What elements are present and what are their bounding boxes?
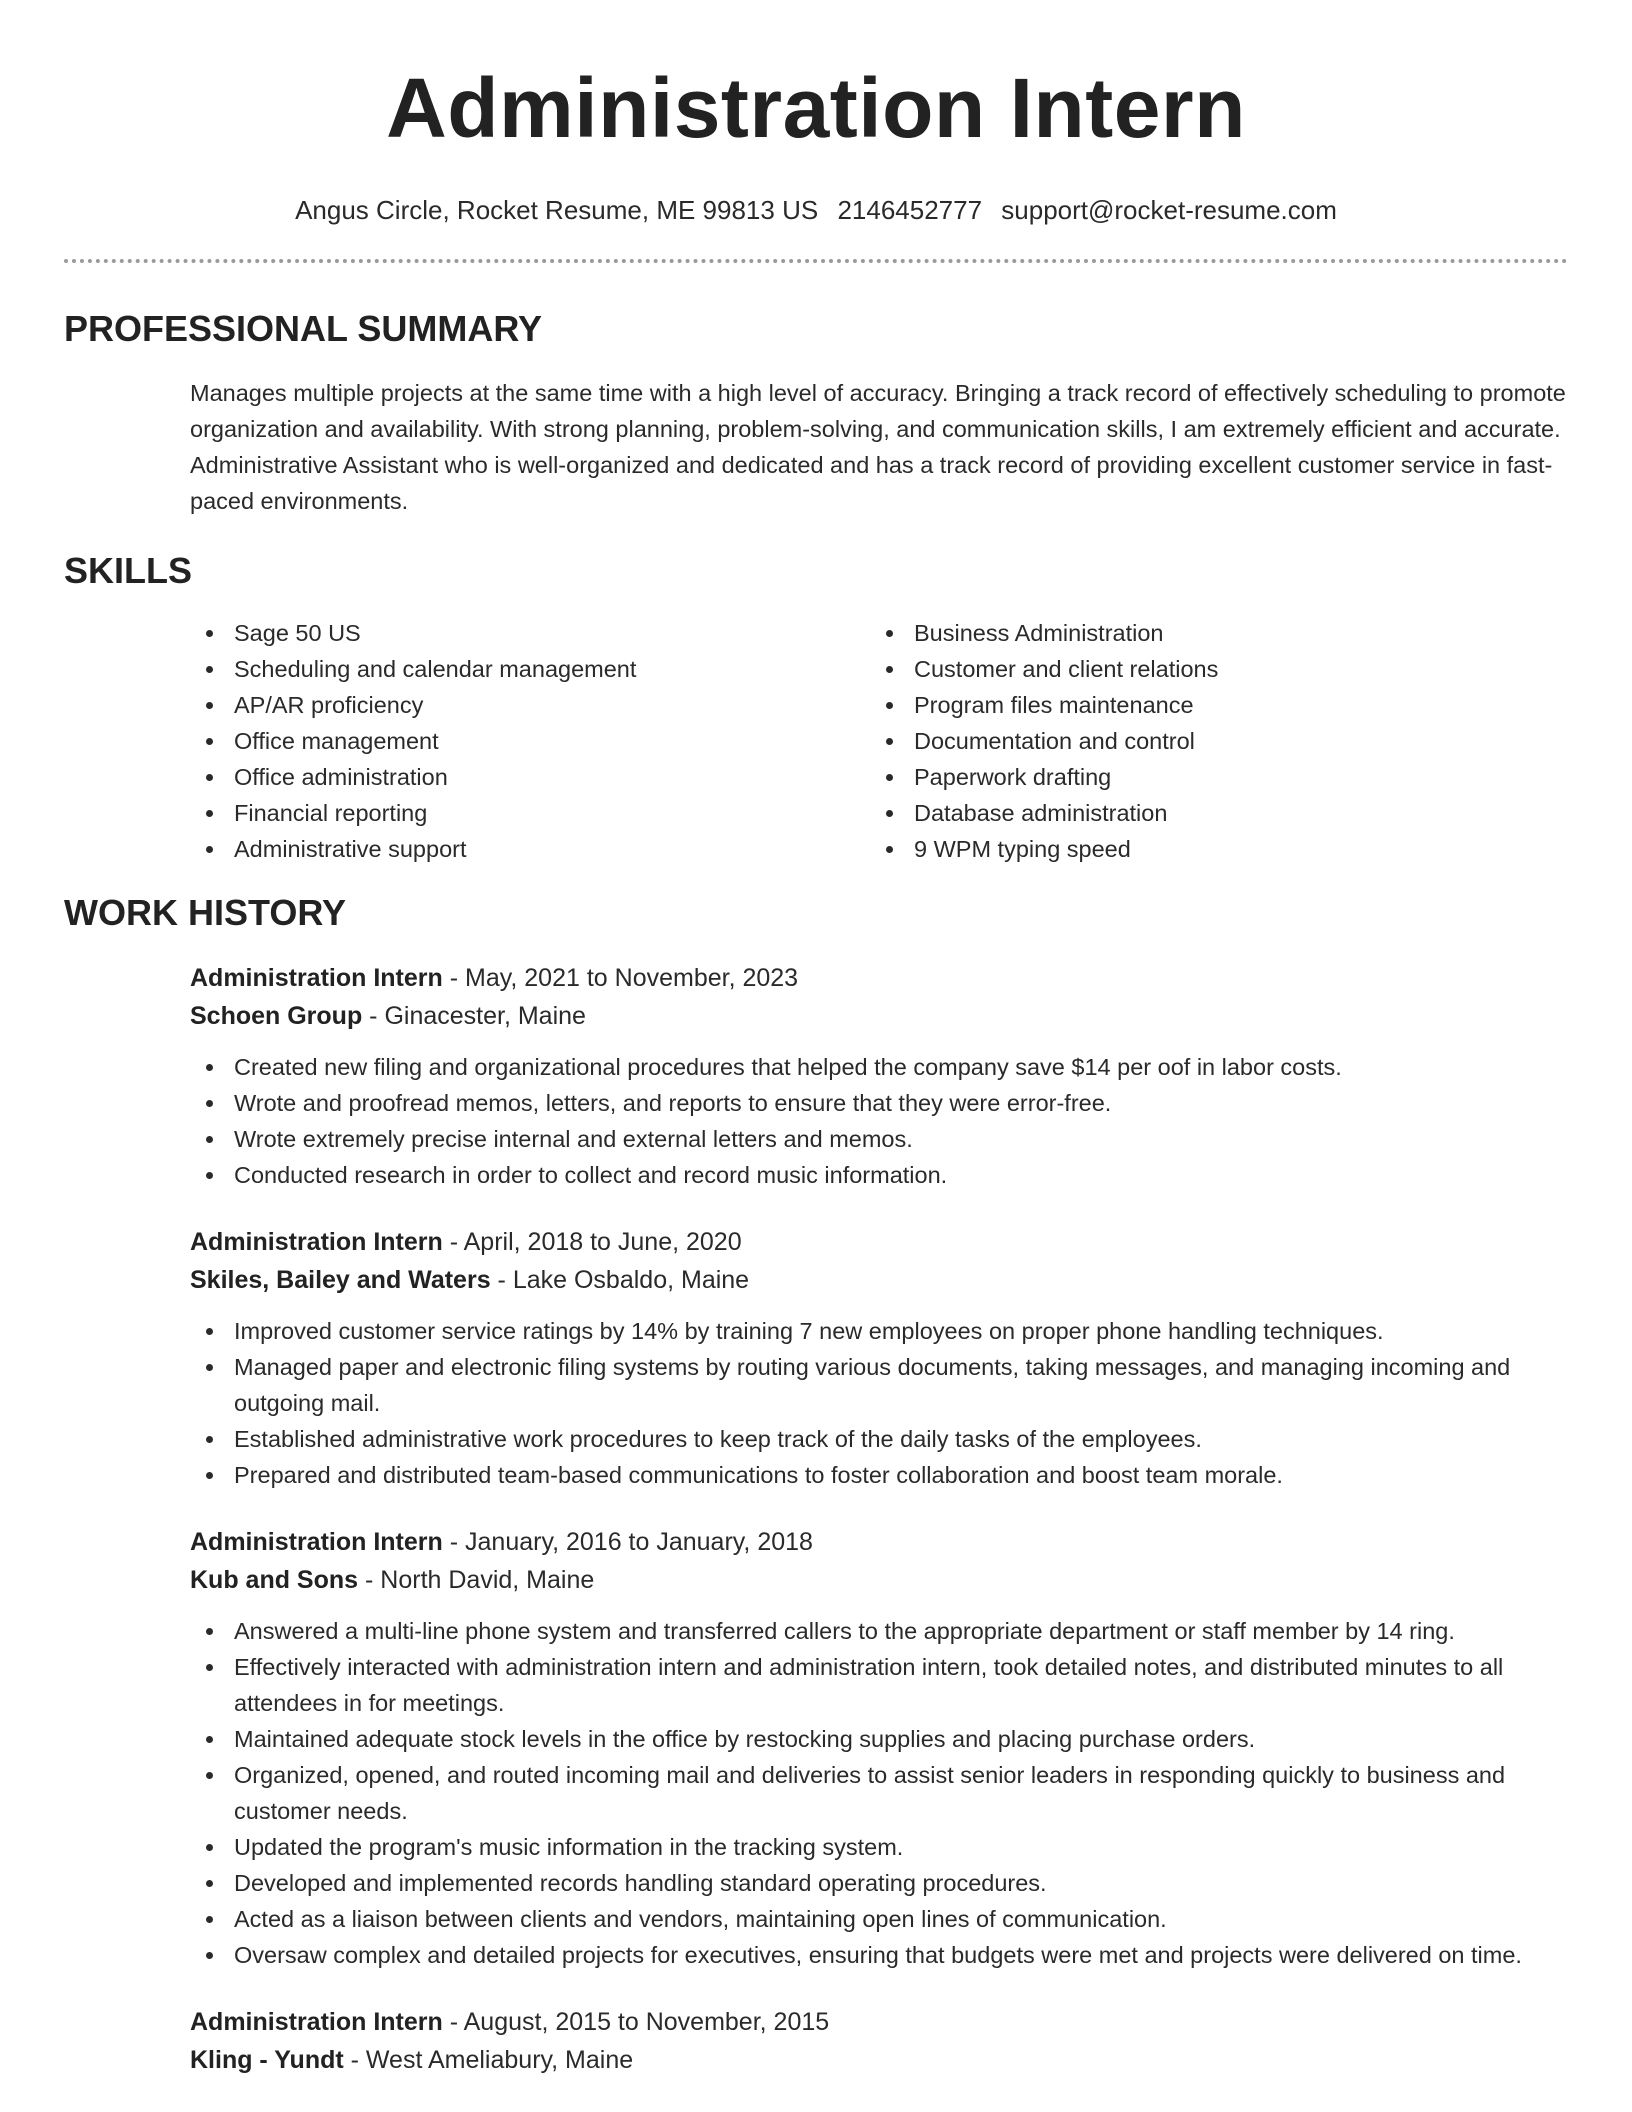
skill-item: Documentation and control xyxy=(870,723,1550,759)
job-role: Administration Intern xyxy=(190,1228,443,1256)
job-company-line xyxy=(190,997,1568,1035)
duty-item: Maintained adequate stock levels in the office by restocking supplies and placing purchase orders. xyxy=(190,1721,1568,1757)
job-company-line xyxy=(190,1561,1568,1599)
job-dates: - May, 2021 to November, 2023 xyxy=(442,964,799,992)
contact-phone: 2146452777 xyxy=(837,195,983,225)
job-location: - Ginacester, Maine xyxy=(362,1002,586,1030)
job-entry xyxy=(190,1223,1568,1493)
job-role: Administration Intern xyxy=(190,2008,443,2036)
header-divider xyxy=(64,259,1568,263)
duty-item: Developed and implemented records handling standard operating procedures. xyxy=(190,1865,1568,1901)
duty-item: Created new filing and organizational procedures that helped the company save $14 per oof in labor costs. xyxy=(190,1049,1568,1085)
summary-heading: PROFESSIONAL SUMMARY xyxy=(64,308,543,349)
job-role: Administration Intern xyxy=(190,1528,443,1556)
job-location: - Lake Osbaldo, Maine xyxy=(490,1266,750,1294)
skills-list xyxy=(190,615,1568,867)
job-entry xyxy=(190,959,1568,1193)
job-title-line xyxy=(190,1223,1568,1261)
job-title-line xyxy=(190,2003,1568,2041)
skill-item: Customer and client relations xyxy=(870,651,1550,687)
job-dates: - January, 2016 to January, 2018 xyxy=(442,1528,813,1556)
job-company: Schoen Group xyxy=(190,1002,363,1030)
job-role: Administration Intern xyxy=(190,964,443,992)
skills-column-left xyxy=(190,615,870,867)
duty-item: Wrote extremely precise internal and external letters and memos. xyxy=(190,1121,1568,1157)
resume-name: Administration Intern xyxy=(386,61,1246,155)
skill-item: Office administration xyxy=(190,759,870,795)
duty-item: Updated the program's music information in the tracking system. xyxy=(190,1829,1568,1865)
job-location: - North David, Maine xyxy=(358,1566,595,1594)
duty-item: Prepared and distributed team-based communications to foster collaboration and boost team morale. xyxy=(190,1457,1568,1493)
duty-item: Oversaw complex and detailed projects for executives, ensuring that budgets were met and projects were delivered on time. xyxy=(190,1937,1568,1973)
skill-item: Business Administration xyxy=(870,615,1550,651)
skill-item: Office management xyxy=(190,723,870,759)
job-entry xyxy=(190,2003,1568,2079)
duty-item: Established administrative work procedures to keep track of the daily tasks of the employees. xyxy=(190,1421,1568,1457)
duty-item: Organized, opened, and routed incoming mail and deliveries to assist senior leaders in responding quickly to business and customer needs. xyxy=(190,1757,1568,1829)
job-location: - West Ameliabury, Maine xyxy=(343,2046,634,2074)
job-entry xyxy=(190,1523,1568,1973)
job-duties xyxy=(190,1613,1568,1973)
duty-item: Wrote and proofread memos, letters, and reports to ensure that they were error-free. xyxy=(190,1085,1568,1121)
skill-item: Financial reporting xyxy=(190,795,870,831)
skills-column-right xyxy=(870,615,1550,867)
contact-line xyxy=(64,193,1568,227)
contact-address: Angus Circle, Rocket Resume, ME 99813 US xyxy=(295,195,819,225)
job-dates: - August, 2015 to November, 2015 xyxy=(442,2008,830,2036)
job-company: Skiles, Bailey and Waters xyxy=(190,1266,491,1294)
job-company-line xyxy=(190,2041,1568,2079)
job-title-line xyxy=(190,1523,1568,1561)
duty-item: Improved customer service ratings by 14% by training 7 new employees on proper phone handling techniques. xyxy=(190,1313,1568,1349)
skill-item: Program files maintenance xyxy=(870,687,1550,723)
job-company: Kling - Yundt xyxy=(190,2046,344,2074)
job-company-line xyxy=(190,1261,1568,1299)
duty-item: Effectively interacted with administration intern and administration intern, took detailed notes, and distributed minutes to all attendees in for meetings. xyxy=(190,1649,1568,1721)
job-dates: - April, 2018 to June, 2020 xyxy=(442,1228,742,1256)
work-history-heading: WORK HISTORY xyxy=(64,892,347,933)
summary-text: Manages multiple projects at the same time with a high level of accuracy. Bringing a track record of effectively scheduling to promote organization and availability. With strong planning, problem-solving, and communication skills, I am extremely efficient and accurate. Administrative Assistant who is well-organized and dedicated and has a track record of providing excellent customer service in fast-paced environments. xyxy=(190,380,1566,514)
duty-item: Answered a multi-line phone system and transferred callers to the appropriate department or staff member by 14 ring. xyxy=(190,1613,1568,1649)
job-duties xyxy=(190,1049,1568,1193)
skill-item: Paperwork drafting xyxy=(870,759,1550,795)
job-title-line xyxy=(190,959,1568,997)
skill-item: Database administration xyxy=(870,795,1550,831)
skills-heading: SKILLS xyxy=(64,550,193,591)
job-duties xyxy=(190,1313,1568,1493)
duty-item: Conducted research in order to collect and record music information. xyxy=(190,1157,1568,1193)
skill-item: Sage 50 US xyxy=(190,615,870,651)
skill-item: Administrative support xyxy=(190,831,870,867)
duty-item: Acted as a liaison between clients and vendors, maintaining open lines of communication. xyxy=(190,1901,1568,1937)
contact-email: support@rocket-resume.com xyxy=(1001,195,1337,225)
job-company: Kub and Sons xyxy=(190,1566,359,1594)
skill-item: AP/AR proficiency xyxy=(190,687,870,723)
skill-item: Scheduling and calendar management xyxy=(190,651,870,687)
skill-item: 9 WPM typing speed xyxy=(870,831,1550,867)
duty-item: Managed paper and electronic filing systems by routing various documents, taking messages, and managing incoming and outgoing mail. xyxy=(190,1349,1568,1421)
